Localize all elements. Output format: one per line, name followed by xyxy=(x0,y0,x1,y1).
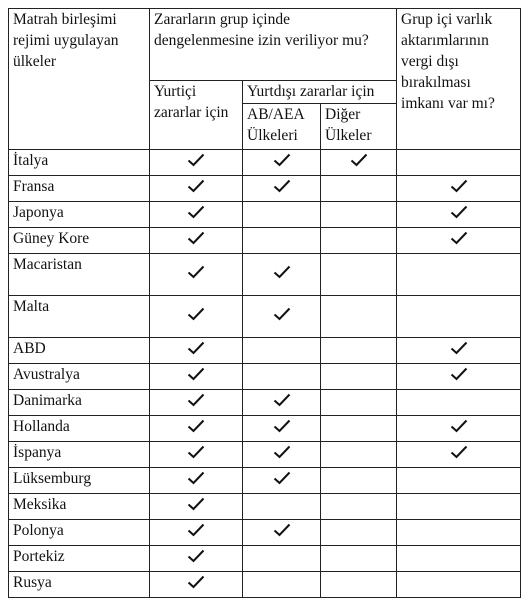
check-icon xyxy=(273,179,291,193)
country-name: ABD xyxy=(9,338,150,364)
check-icon xyxy=(350,153,368,167)
table-row xyxy=(9,442,521,468)
cell-transfer xyxy=(397,228,521,254)
country-name: İspanya xyxy=(9,442,150,468)
check-icon xyxy=(187,205,205,219)
cell-other xyxy=(321,254,397,296)
table-row xyxy=(9,338,521,364)
cell-other xyxy=(321,520,397,546)
table-row xyxy=(9,202,521,228)
cell-domestic xyxy=(150,202,243,228)
cell-domestic xyxy=(150,228,243,254)
cell-other xyxy=(321,442,397,468)
country-name: Malta xyxy=(9,296,150,338)
cell-transfer xyxy=(397,364,521,390)
check-icon xyxy=(187,179,205,193)
cell-domestic xyxy=(150,150,243,176)
table-row xyxy=(9,390,521,416)
cell-other xyxy=(321,202,397,228)
cell-eu xyxy=(243,572,321,598)
cell-other xyxy=(321,468,397,494)
check-icon xyxy=(187,419,205,433)
country-name: Güney Kore xyxy=(9,228,150,254)
country-name: Lüksemburg xyxy=(9,468,150,494)
check-icon xyxy=(450,419,468,433)
cell-domestic xyxy=(150,176,243,202)
cell-eu xyxy=(243,202,321,228)
tax-consolidation-table xyxy=(8,8,521,598)
country-name: Fransa xyxy=(9,176,150,202)
table-row xyxy=(9,494,521,520)
header-foreign-losses: Yurtdışı zararlar için xyxy=(243,81,397,104)
check-icon xyxy=(187,497,205,511)
check-icon xyxy=(450,367,468,381)
cell-eu xyxy=(243,494,321,520)
check-icon xyxy=(273,307,291,321)
cell-domestic xyxy=(150,546,243,572)
cell-domestic xyxy=(150,296,243,338)
table-row xyxy=(9,150,521,176)
check-icon xyxy=(273,393,291,407)
header-asset-transfer: Grup içi varlık aktarımlarının vergi dışı bırakılması imkanı var mı? xyxy=(397,9,521,150)
check-icon xyxy=(187,549,205,563)
cell-transfer xyxy=(397,296,521,338)
check-icon xyxy=(450,445,468,459)
cell-transfer xyxy=(397,416,521,442)
cell-other xyxy=(321,176,397,202)
cell-domestic xyxy=(150,390,243,416)
cell-eu xyxy=(243,520,321,546)
country-name: Macaristan xyxy=(9,254,150,296)
check-icon xyxy=(273,153,291,167)
cell-transfer xyxy=(397,520,521,546)
check-icon xyxy=(450,179,468,193)
check-icon xyxy=(450,231,468,245)
table-row xyxy=(9,254,521,296)
table-row xyxy=(9,228,521,254)
cell-eu xyxy=(243,338,321,364)
cell-eu xyxy=(243,546,321,572)
check-icon xyxy=(273,445,291,459)
cell-domestic xyxy=(150,442,243,468)
cell-eu xyxy=(243,296,321,338)
check-icon xyxy=(187,307,205,321)
check-icon xyxy=(187,393,205,407)
cell-transfer xyxy=(397,202,521,228)
cell-transfer xyxy=(397,390,521,416)
check-icon xyxy=(450,341,468,355)
check-icon xyxy=(187,445,205,459)
header-countries: Matrah birleşimi rejimi uygulayan ülkeler xyxy=(9,9,150,150)
cell-transfer xyxy=(397,468,521,494)
cell-eu xyxy=(243,228,321,254)
cell-eu xyxy=(243,416,321,442)
check-icon xyxy=(273,419,291,433)
check-icon xyxy=(187,367,205,381)
cell-eu xyxy=(243,468,321,494)
country-name: Polonya xyxy=(9,520,150,546)
cell-other xyxy=(321,390,397,416)
table-row xyxy=(9,468,521,494)
cell-transfer xyxy=(397,338,521,364)
cell-domestic xyxy=(150,416,243,442)
check-icon xyxy=(187,265,205,279)
cell-other xyxy=(321,228,397,254)
cell-eu xyxy=(243,150,321,176)
check-icon xyxy=(187,231,205,245)
cell-eu xyxy=(243,390,321,416)
cell-transfer xyxy=(397,176,521,202)
check-icon xyxy=(273,471,291,485)
cell-domestic xyxy=(150,520,243,546)
check-icon xyxy=(273,523,291,537)
check-icon xyxy=(187,471,205,485)
cell-other xyxy=(321,494,397,520)
table-row xyxy=(9,520,521,546)
cell-transfer xyxy=(397,442,521,468)
header-domestic-losses: Yurtiçi zararlar için xyxy=(150,81,243,150)
country-name: Rusya xyxy=(9,572,150,598)
cell-other xyxy=(321,572,397,598)
table-row xyxy=(9,546,521,572)
cell-eu xyxy=(243,254,321,296)
table-row xyxy=(9,296,521,338)
country-name: Danimarka xyxy=(9,390,150,416)
cell-transfer xyxy=(397,494,521,520)
cell-domestic xyxy=(150,254,243,296)
cell-domestic xyxy=(150,468,243,494)
cell-eu xyxy=(243,176,321,202)
table-row xyxy=(9,572,521,598)
cell-domestic xyxy=(150,494,243,520)
cell-transfer xyxy=(397,572,521,598)
country-name: Avustralya xyxy=(9,364,150,390)
table-row xyxy=(9,364,521,390)
header-other-countries: Diğer Ülkeler xyxy=(321,104,397,150)
check-icon xyxy=(187,575,205,589)
cell-transfer xyxy=(397,150,521,176)
cell-other xyxy=(321,416,397,442)
check-icon xyxy=(273,265,291,279)
cell-other xyxy=(321,150,397,176)
cell-domestic xyxy=(150,364,243,390)
cell-eu xyxy=(243,442,321,468)
country-name: İtalya xyxy=(9,150,150,176)
header-eu-eea-countries: AB/AEA Ülkeleri xyxy=(243,104,321,150)
country-name: Portekiz xyxy=(9,546,150,572)
check-icon xyxy=(450,205,468,219)
country-name: Hollanda xyxy=(9,416,150,442)
cell-transfer xyxy=(397,546,521,572)
cell-other xyxy=(321,546,397,572)
cell-eu xyxy=(243,364,321,390)
header-loss-offset: Zararların grup içinde dengelenmesine izin veriliyor mu? xyxy=(150,9,397,81)
table-row xyxy=(9,416,521,442)
country-name: Meksika xyxy=(9,494,150,520)
cell-domestic xyxy=(150,338,243,364)
check-icon xyxy=(187,523,205,537)
country-name: Japonya xyxy=(9,202,150,228)
cell-other xyxy=(321,296,397,338)
check-icon xyxy=(187,153,205,167)
cell-domestic xyxy=(150,572,243,598)
cell-other xyxy=(321,338,397,364)
cell-transfer xyxy=(397,254,521,296)
cell-other xyxy=(321,364,397,390)
table-row xyxy=(9,176,521,202)
check-icon xyxy=(187,341,205,355)
